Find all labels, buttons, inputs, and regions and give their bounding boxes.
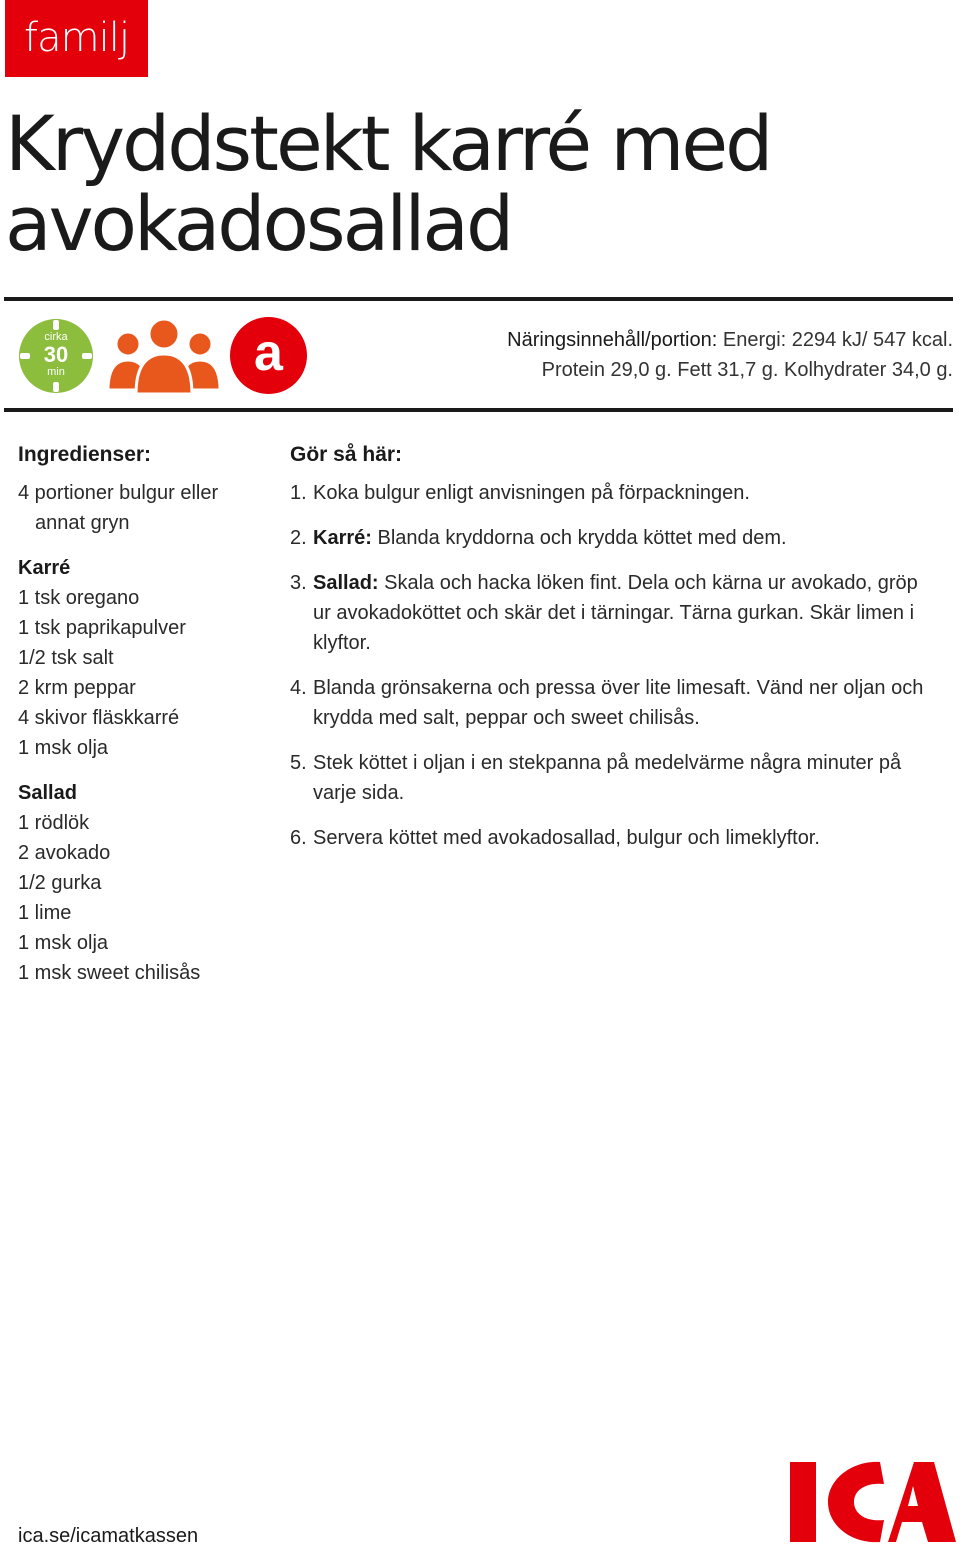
- step-text: Servera köttet med avokadosallad, bulgur och limeklyftor.: [313, 827, 820, 849]
- time-value: 30: [43, 342, 69, 367]
- ingredient-item: 1 msk olja: [18, 932, 109, 954]
- ingredient-item: 1 msk olja: [18, 737, 109, 759]
- step-text: Blanda grönsakerna och pressa över lite limesaft. Vänd ner oljan och krydda med salt, peppar och sweet chilisås.: [313, 677, 924, 729]
- ingredients-column: [18, 440, 278, 988]
- ingredient-group-heading: Sallad: [18, 782, 77, 804]
- instructions-heading: Gör så här:: [290, 443, 403, 466]
- ingredient-item: 1 tsk paprikapulver: [18, 617, 186, 639]
- instruction-step: [290, 523, 940, 553]
- ingredient-item: 2 avokado: [18, 842, 111, 864]
- step-number: 5.: [290, 752, 307, 774]
- instruction-step: [290, 568, 940, 658]
- step-text: Koka bulgur enligt anvisningen på förpackningen.: [313, 482, 750, 504]
- instruction-step: [290, 748, 940, 808]
- step-number: 3.: [290, 572, 307, 594]
- ingredient-item: 1/2 gurka: [18, 872, 102, 894]
- instructions-column: [290, 440, 940, 868]
- step-text: Skala och hacka löken fint. Dela och kärna ur avokado, gröp ur avokadoköttet och skär det i tärningar. Tärna gurkan. Skär limen i klyftor.: [313, 572, 918, 654]
- people-icon: [106, 316, 222, 396]
- nutrition-energy: Energi: 2294 kJ/ 547 kcal.: [722, 329, 953, 351]
- ingredient-item: 1 msk sweet chilisås: [18, 962, 201, 984]
- step-number: 4.: [290, 677, 307, 699]
- ingredient-item: 1/2 tsk salt: [18, 647, 114, 669]
- nutrition-info: [507, 325, 953, 385]
- ingredient-item: 1 rödlök: [18, 812, 90, 834]
- step-number: 1.: [290, 482, 307, 504]
- time-cirka-label: cirka: [44, 331, 68, 343]
- ingredients-heading: Ingredienser:: [18, 443, 152, 466]
- ica-logo: [788, 1458, 956, 1544]
- step-keyword: Karré:: [313, 527, 372, 549]
- divider-top: [4, 297, 953, 301]
- footer-link[interactable]: ica.se/icamatkassen: [18, 1525, 199, 1547]
- ingredient-item: 1 lime: [18, 902, 72, 924]
- ingredient-group-heading: Karré: [18, 557, 71, 579]
- ingredient-item: 4 skivor fläskkarré: [18, 707, 180, 729]
- time-unit: min: [47, 366, 65, 378]
- instruction-step: [290, 673, 940, 733]
- ingredient-item: 2 krm peppar: [18, 677, 136, 699]
- divider-bottom: [4, 408, 953, 412]
- recipe-title: Kryddstekt karré med avokadosallad: [5, 99, 771, 268]
- step-keyword: Sallad:: [313, 572, 379, 594]
- step-text: Blanda kryddorna och krydda köttet med dem.: [377, 527, 787, 549]
- instruction-step: [290, 823, 940, 853]
- instruction-step: [290, 478, 940, 508]
- ingredient-line: 4 portioner bulgur eller: [18, 482, 219, 504]
- step-number: 2.: [290, 527, 307, 549]
- ingredient-item: 1 tsk oregano: [18, 587, 140, 609]
- ingredient-line: annat gryn: [35, 512, 130, 534]
- category-tag: familj: [5, 0, 148, 77]
- nutrition-line-1: [507, 325, 953, 355]
- step-text: Stek köttet i oljan i en stekpanna på medelvärme några minuter på varje sida.: [313, 752, 902, 804]
- step-number: 6.: [290, 827, 307, 849]
- nutrition-line-2: Protein 29,0 g. Fett 31,7 g. Kolhydrater 34,0 g.: [541, 359, 953, 381]
- difficulty-badge: a: [230, 317, 307, 394]
- nutrition-label: Näringsinnehåll/portion:: [507, 329, 718, 351]
